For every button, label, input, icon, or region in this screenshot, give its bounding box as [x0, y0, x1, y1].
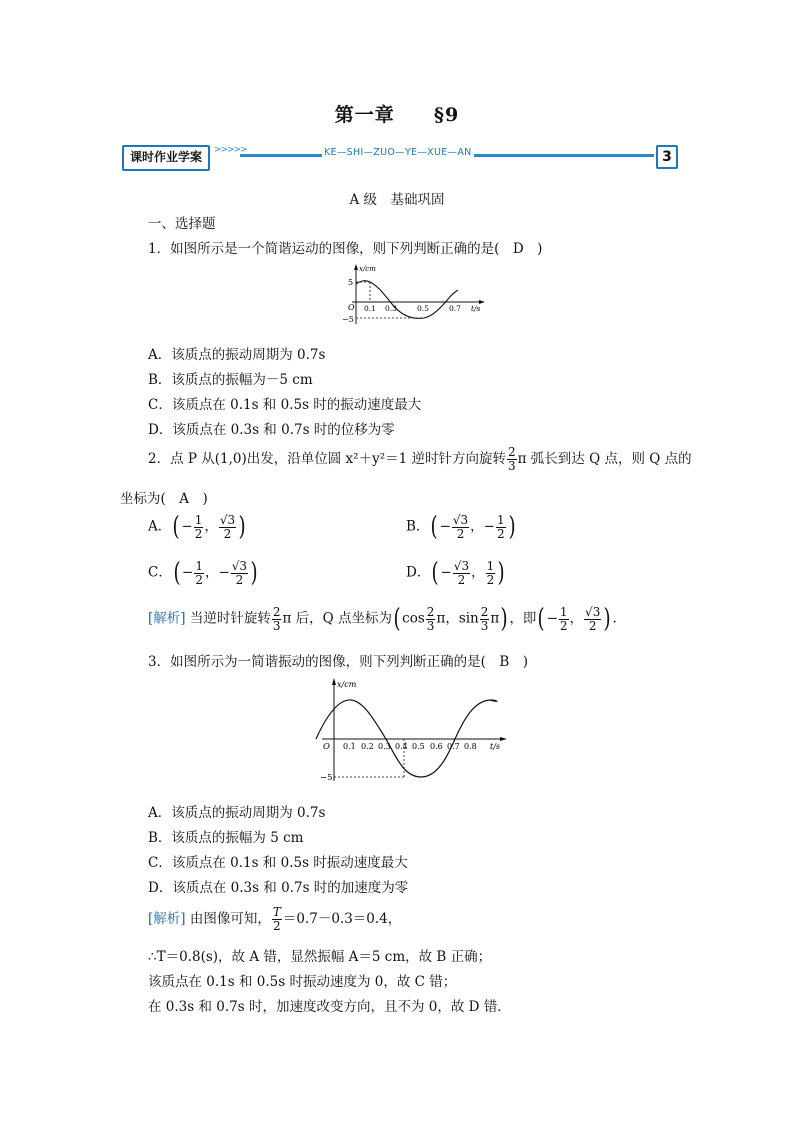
- q1-xlabel: t/s: [471, 304, 481, 313]
- q3-tick: 0.4: [395, 742, 408, 751]
- q1-origin: O: [348, 303, 355, 312]
- q3-tick: 0.7: [447, 742, 460, 751]
- q3-option-d: D．该质点在 0.3s 和 0.7s 时的加速度为零: [148, 880, 409, 896]
- q2-stem-part-b: π 弧长到达 Q 点，则 Q 点的: [517, 451, 692, 467]
- q2-option-a: A．( − $\frac{1}{2}$ ， $\frac{√3}{2}$ ): [148, 512, 246, 542]
- section-label: §9: [434, 104, 460, 126]
- part-heading: 一、选择题: [148, 216, 216, 232]
- q1-option-d: D．该质点在 0.3s 和 0.7s 时的位移为零: [148, 422, 395, 438]
- q3-stem: 3．如图所示为一简谐振动的图像，则下列判断正确的是( B ): [148, 654, 529, 670]
- q3-tick: 0.8: [464, 742, 477, 751]
- q2-stem-line1: [148, 446, 692, 473]
- q3-analysis-line2: ∴T＝0.8(s)，故 A 错，显然振幅 A＝5 cm，故 B 正确；: [148, 949, 492, 965]
- q3-tick: 0.5: [412, 742, 425, 751]
- q1-tick: 0.3: [385, 304, 397, 313]
- homework-banner: [122, 143, 678, 169]
- q1-yneg: −5: [342, 315, 354, 324]
- q1-tick: 0.1: [364, 304, 376, 313]
- q3-analysis-line1: [解析] 由图像可知， $\frac{T}{2}$ ＝0.7－0.3＝0.4，: [148, 905, 402, 933]
- level-heading: A 级 基础巩固: [349, 192, 445, 208]
- q2-stem-part-a: 2．点 P 从(1,0)出发，沿单位圆 x²＋y²＝1 逆时针方向旋转: [148, 451, 506, 467]
- q3-option-c: C．该质点在 0.1s 和 0.5s 时振动速度最大: [148, 855, 408, 871]
- banner-arrows: >>>>>: [214, 145, 247, 155]
- page-title: [0, 100, 794, 127]
- chapter-label: 第一章: [334, 104, 395, 126]
- q3-tick: 0.2: [361, 742, 374, 751]
- q1-option-c: C．该质点在 0.1s 和 0.5s 时的振动速度最大: [148, 397, 422, 413]
- q3-tick: 0.6: [430, 742, 443, 751]
- banner-pinyin: KE—SHI—ZUO—YE—XUE—AN: [324, 147, 472, 158]
- q2-analysis: [解析] 当逆时针旋转 $\frac{2}{3}$ π 后，Q 点坐标为( cos $\frac{2}{3}$ π，sin $\frac{2}{3}$ π) ，即( − $\frac{1}{2}$ ， $\frac{√3}{2}$ ) .: [148, 604, 617, 634]
- q2-option-b: B．( − $\frac{√3}{2}$ ，− $\frac{1}{2}$ ): [406, 512, 516, 542]
- q3-xlabel: t/s: [490, 742, 501, 751]
- q2-stem-line2: 坐标为( A ): [120, 491, 208, 507]
- q3-graph: [314, 675, 510, 787]
- q3-analysis-tag: [解析]: [148, 911, 186, 927]
- q3-tick: 0.3: [378, 742, 391, 751]
- q1-graph: [338, 262, 488, 330]
- q1-ypos: 5: [348, 278, 354, 287]
- q3-ylabel: x/cm: [337, 680, 357, 689]
- q3-yneg: −5: [320, 773, 333, 783]
- q2-stem-fraction: $\frac{2}{3}$: [508, 445, 516, 473]
- banner-number: 3: [656, 145, 678, 169]
- banner-label: 课时作业学案: [122, 145, 210, 171]
- q2-option-c: C．( − $\frac{1}{2}$ ，− $\frac{√3}{2}$ ): [148, 558, 258, 588]
- q3-origin: O: [323, 742, 330, 752]
- q3-option-b: B．该质点的振幅为 5 cm: [148, 830, 304, 846]
- q1-stem: 1．如图所示是一个简谐运动的图像，则下列判断正确的是( D ): [148, 241, 543, 257]
- q2-option-d: D．( − $\frac{√3}{2}$ ， $\frac{1}{2}$ ): [406, 558, 505, 588]
- q1-option-a: A．该质点的振动周期为 0.7s: [148, 347, 326, 363]
- q3-option-a: A．该质点的振动周期为 0.7s: [148, 805, 326, 821]
- q1-tick: 0.7: [449, 304, 461, 313]
- q1-ylabel: x/cm: [359, 265, 376, 273]
- q2-analysis-tag: [解析]: [148, 610, 186, 627]
- q1-tick: 0.5: [417, 304, 429, 313]
- q3-analysis-line3: 该质点在 0.1s 和 0.5s 时振动速度为 0，故 C 错；: [148, 974, 457, 990]
- q3-analysis-line4: 在 0.3s 和 0.7s 时，加速度改变方向，且不为 0，故 D 错．: [148, 999, 511, 1015]
- q3-tick: 0.1: [343, 742, 356, 751]
- q1-option-b: B．该质点的振幅为－5 cm: [148, 372, 313, 388]
